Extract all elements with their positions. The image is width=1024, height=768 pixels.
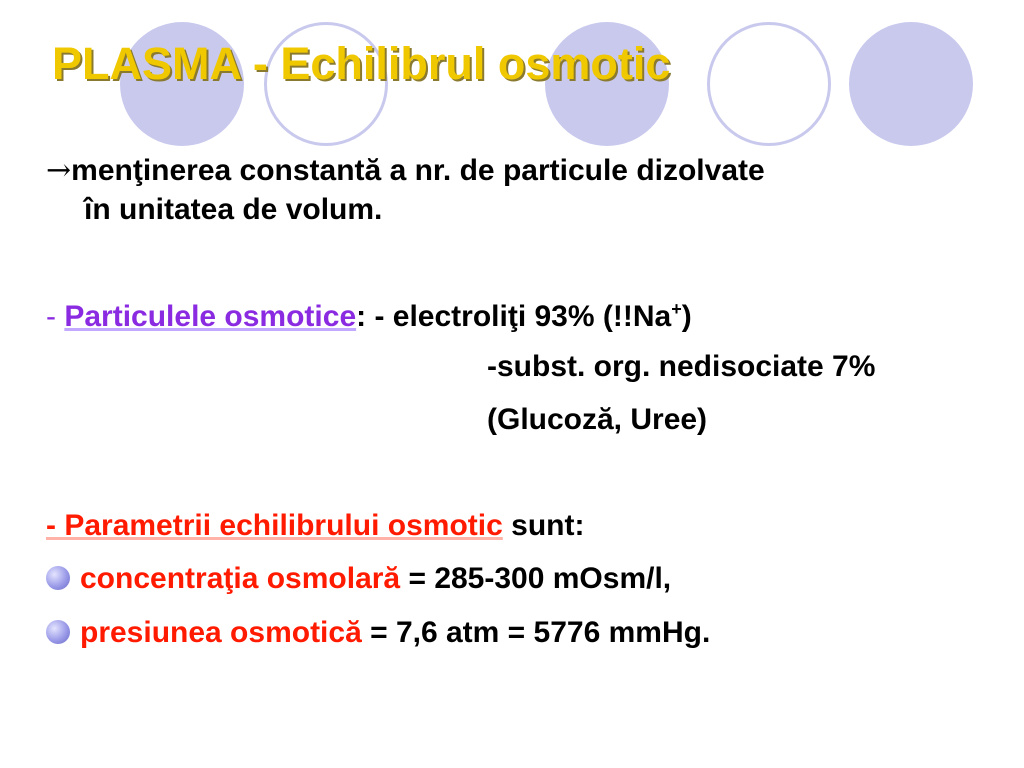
list-item-value: = 285-300 mOsm/l, xyxy=(400,562,672,595)
particles-label: Particulele osmotice xyxy=(64,300,357,333)
decor-circle xyxy=(849,22,973,146)
arrow-icon: → xyxy=(46,153,72,188)
list-item xyxy=(46,616,710,650)
parameters-heading-suffix: sunt: xyxy=(502,509,585,542)
particles-electrolytes: : - electroliţi 93% (!!Na xyxy=(356,300,672,333)
parameters-heading xyxy=(46,509,584,543)
particles-line xyxy=(46,300,692,334)
list-item-label: concentraţia osmolară xyxy=(80,562,401,595)
intro-text: menţinerea constantă a nr. de particule dizolvate xyxy=(71,154,765,187)
decor-circle xyxy=(707,22,831,146)
intro-line-1 xyxy=(46,153,765,188)
list-item-value: = 7,6 atm = 5776 mmHg. xyxy=(361,616,711,649)
list-item xyxy=(46,562,671,596)
particles-line-2: -subst. org. nedisociate 7% xyxy=(487,350,876,383)
parameters-heading-label: - Parametrii echilibrului osmotic xyxy=(46,509,503,542)
particles-dash: - xyxy=(46,300,56,333)
bullet-icon xyxy=(46,620,70,644)
slide-title: PLASMA - Echilibrul osmotic xyxy=(52,38,671,89)
particles-line-3: (Glucoză, Uree) xyxy=(487,403,708,436)
particles-close: ) xyxy=(681,300,692,333)
list-item-label: presiunea osmotică xyxy=(80,616,362,649)
intro-line-2: în unitatea de volum. xyxy=(84,193,383,226)
particles-superscript: + xyxy=(671,299,682,319)
bullet-icon xyxy=(46,566,70,590)
